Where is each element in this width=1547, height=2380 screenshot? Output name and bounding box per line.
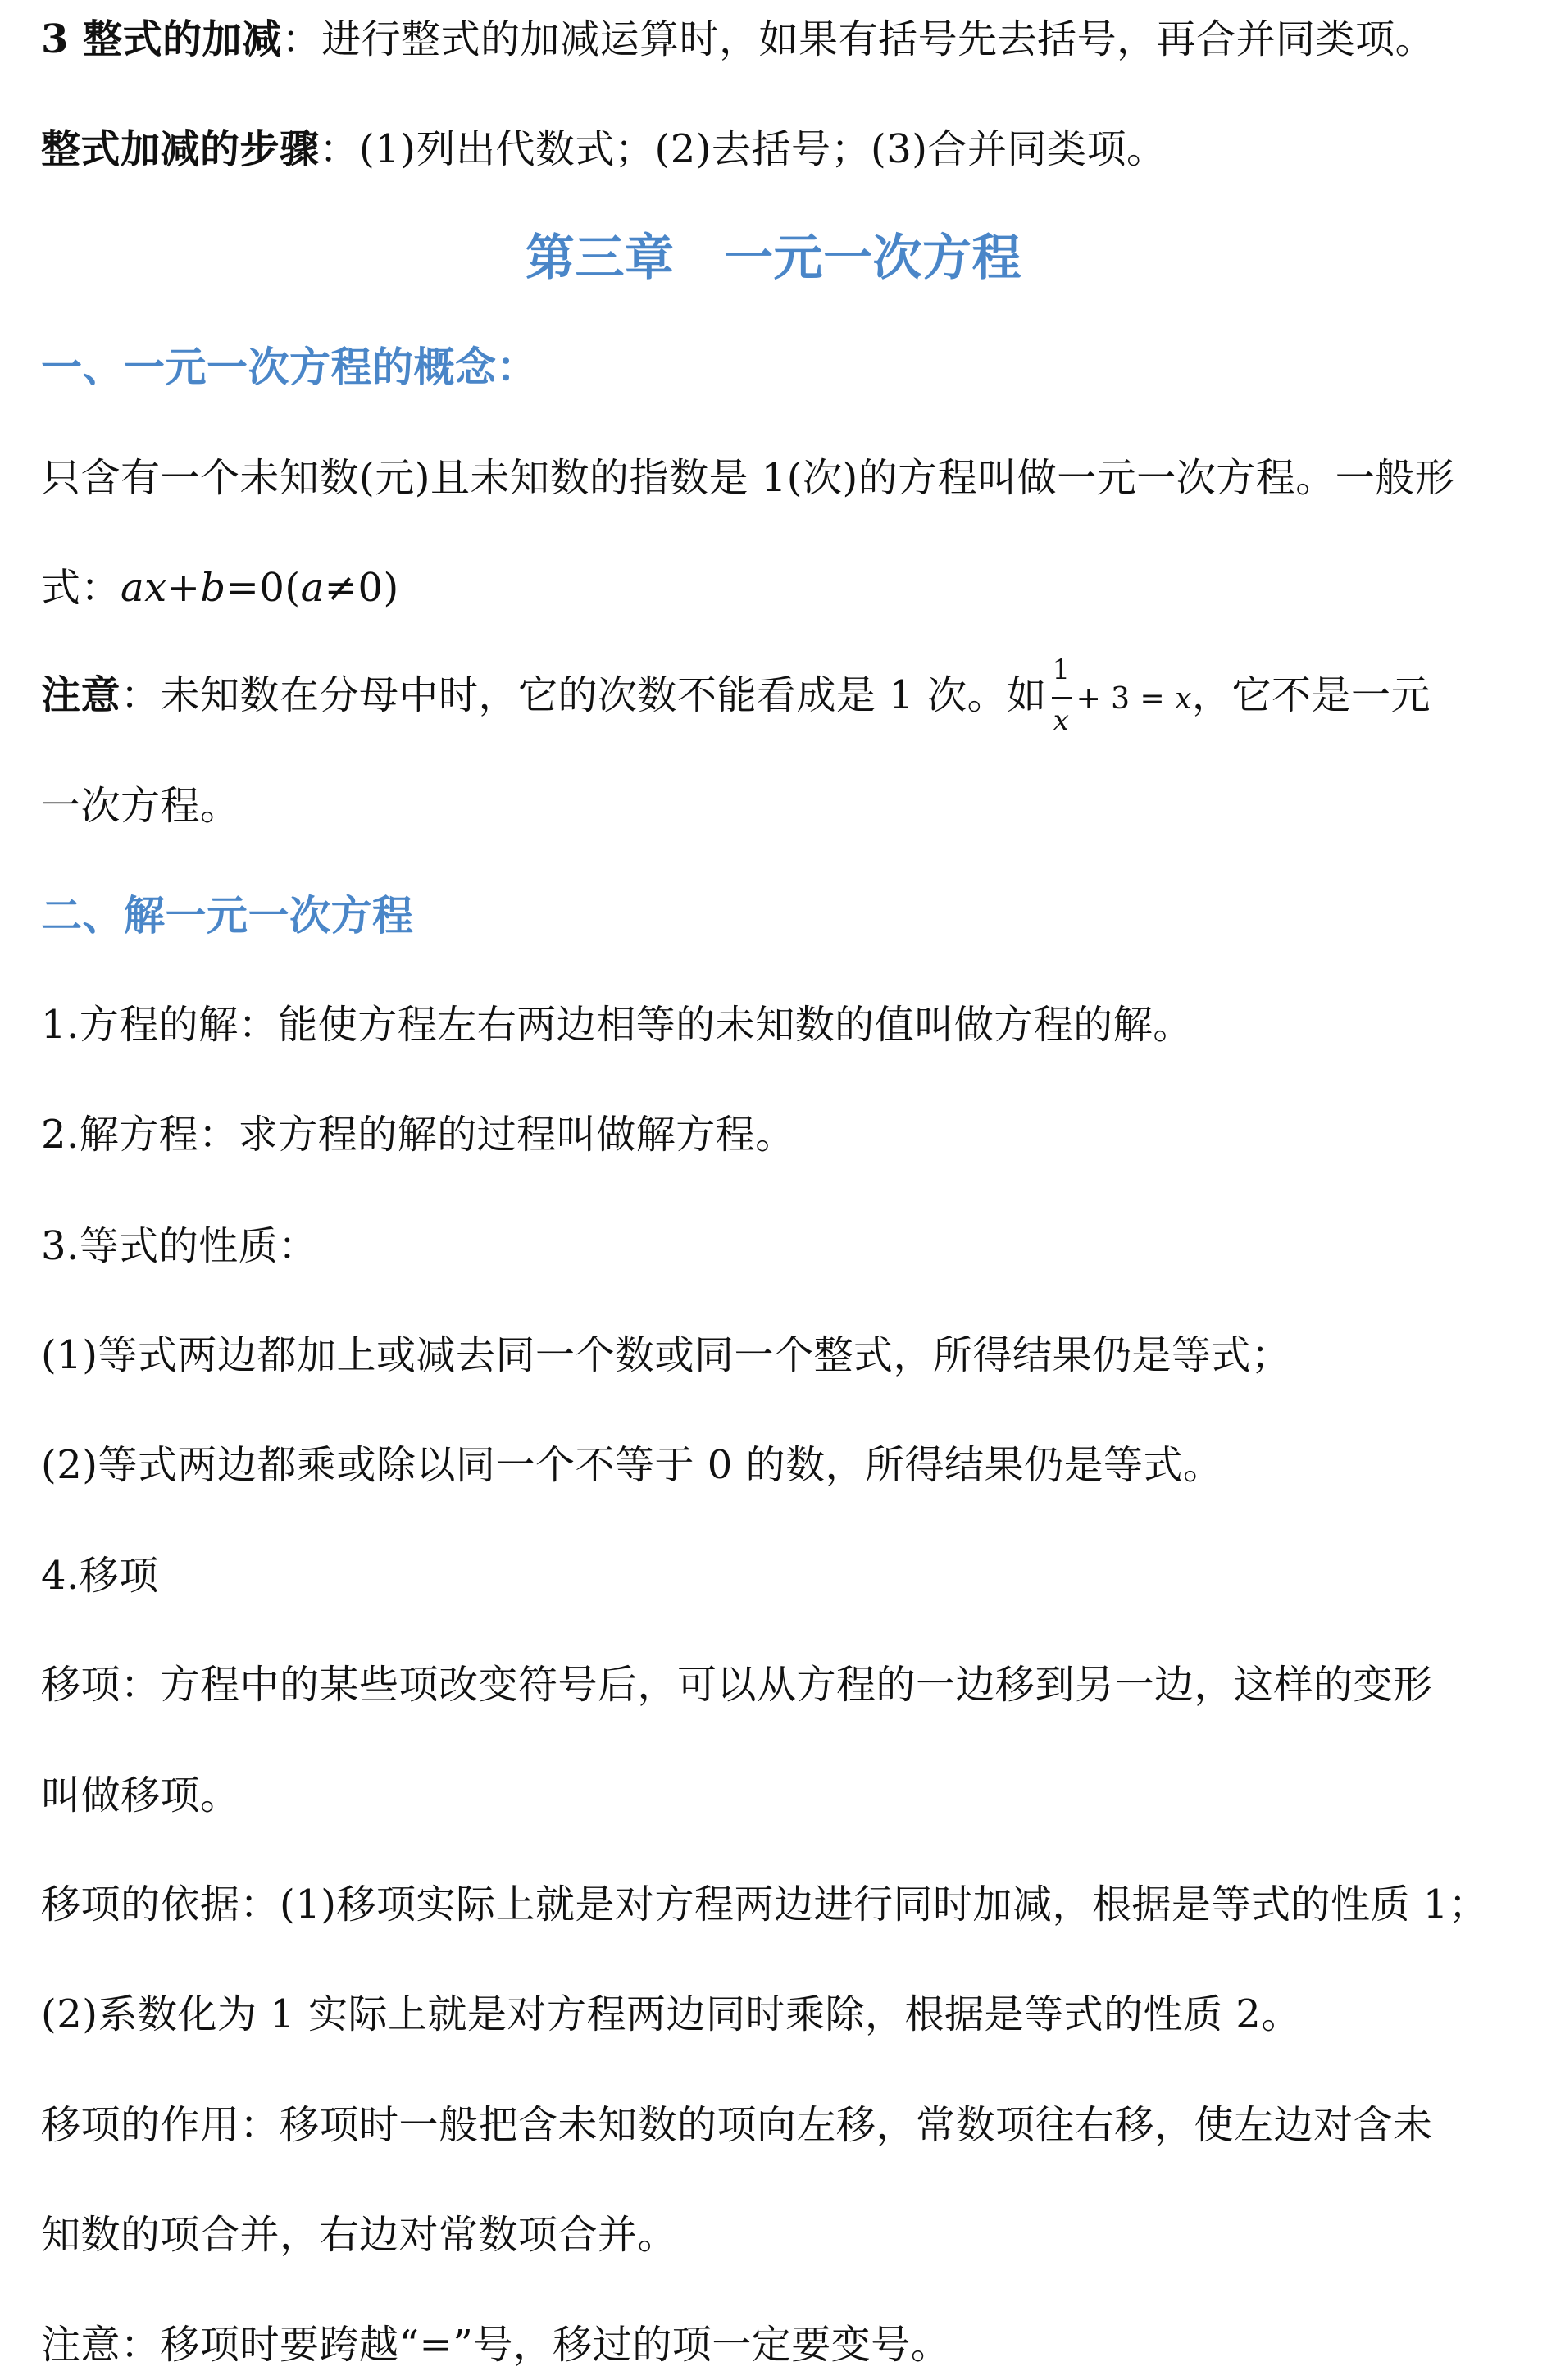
formula-ax: ax — [121, 565, 167, 611]
text-addition-steps: ：(1)列出代数式；(2)去括号；(3)合并同类项。 — [319, 126, 1167, 172]
fraction-one-over-x — [1050, 653, 1073, 737]
text-equality-properties: 3.等式的性质： — [41, 1223, 318, 1269]
text-transposition-effect-2: 知数的项合并，右边对常数项合并。 — [41, 2212, 678, 2258]
term-polynomial-addition: 3 整式的加减 — [41, 16, 282, 62]
fraction-bar — [1052, 697, 1072, 699]
text-solution-definition: 1.方程的解：能使方程左右两边相等的未知数的值叫做方程的解。 — [41, 1002, 1193, 1048]
paragraph-addition-steps — [41, 125, 1517, 174]
general-form-label: 式： — [41, 565, 121, 611]
term-addition-steps: 整式加减的步骤 — [41, 126, 320, 172]
text-definition-line2 — [41, 563, 1517, 612]
paragraph-polynomial-addition — [41, 15, 1517, 64]
equation-x: x — [1175, 682, 1192, 716]
formula-neq: ≠0) — [324, 565, 399, 611]
equation-rest: + 3 = — [1076, 682, 1176, 716]
fraction-denominator: x — [1053, 703, 1070, 737]
text-transposition-line1: 移项：方程中的某些项改变符号后，可以从方程的一边移到另一边，这样的变形 — [41, 1662, 1433, 1708]
text-polynomial-addition: ：进行整式的加减运算时，如果有括号先去括号，再合并同类项。 — [281, 16, 1436, 62]
section-heading-solving: 二、解一元一次方程 — [41, 891, 414, 940]
chapter-title: 第三章 一元一次方程 — [526, 230, 1021, 287]
text-definition-line1: 只含有一个未知数(元)且未知数的指数是 1(次)的方程叫做一元一次方程。一般形 — [41, 455, 1455, 501]
text-note-line2: 一次方程。 — [41, 783, 240, 829]
text-solving-definition: 2.解方程：求方程的解的过程叫做解方程。 — [41, 1112, 795, 1158]
text-transposition-basis-1: 移项的依据：(1)移项实际上就是对方程两边进行同时加减，根据是等式的性质 1； — [41, 1882, 1489, 1927]
text-transposition-note: 注意：移项时要跨越“=”号，移过的项一定要变号。 — [41, 2322, 951, 2368]
note-label: 注意 — [41, 672, 121, 718]
formula-eq: =0( — [225, 565, 301, 611]
fraction-numerator: 1 — [1052, 653, 1071, 686]
formula-b: b — [200, 565, 226, 611]
note-text: ：未知数在分母中时，它的次数不能看成是 1 次。如 — [121, 672, 1047, 718]
formula-a: a — [300, 565, 325, 611]
section-heading-concept: 一、一元一次方程的概念： — [41, 343, 538, 391]
formula-plus: + — [166, 565, 201, 611]
text-transposition-heading: 4.移项 — [41, 1553, 159, 1599]
text-transposition-basis-2: (2)系数化为 1 实际上就是对方程两边同时乘除，根据是等式的性质 2。 — [41, 1991, 1301, 2037]
text-transposition-effect-1: 移项的作用：移项时一般把含未知数的项向左移，常数项往右移，使左边对含未 — [41, 2102, 1433, 2148]
text-property-2: (2)等式两边都乘或除以同一个不等于 0 的数，所得结果仍是等式。 — [41, 1442, 1223, 1488]
text-property-1: (1)等式两边都加上或减去同一个数或同一个整式，所得结果仍是等式； — [41, 1332, 1291, 1378]
text-transposition-line2: 叫做移项。 — [41, 1772, 240, 1818]
note-tail: ，它不是一元 — [1191, 672, 1431, 718]
paragraph-note-denominator — [41, 653, 1517, 737]
